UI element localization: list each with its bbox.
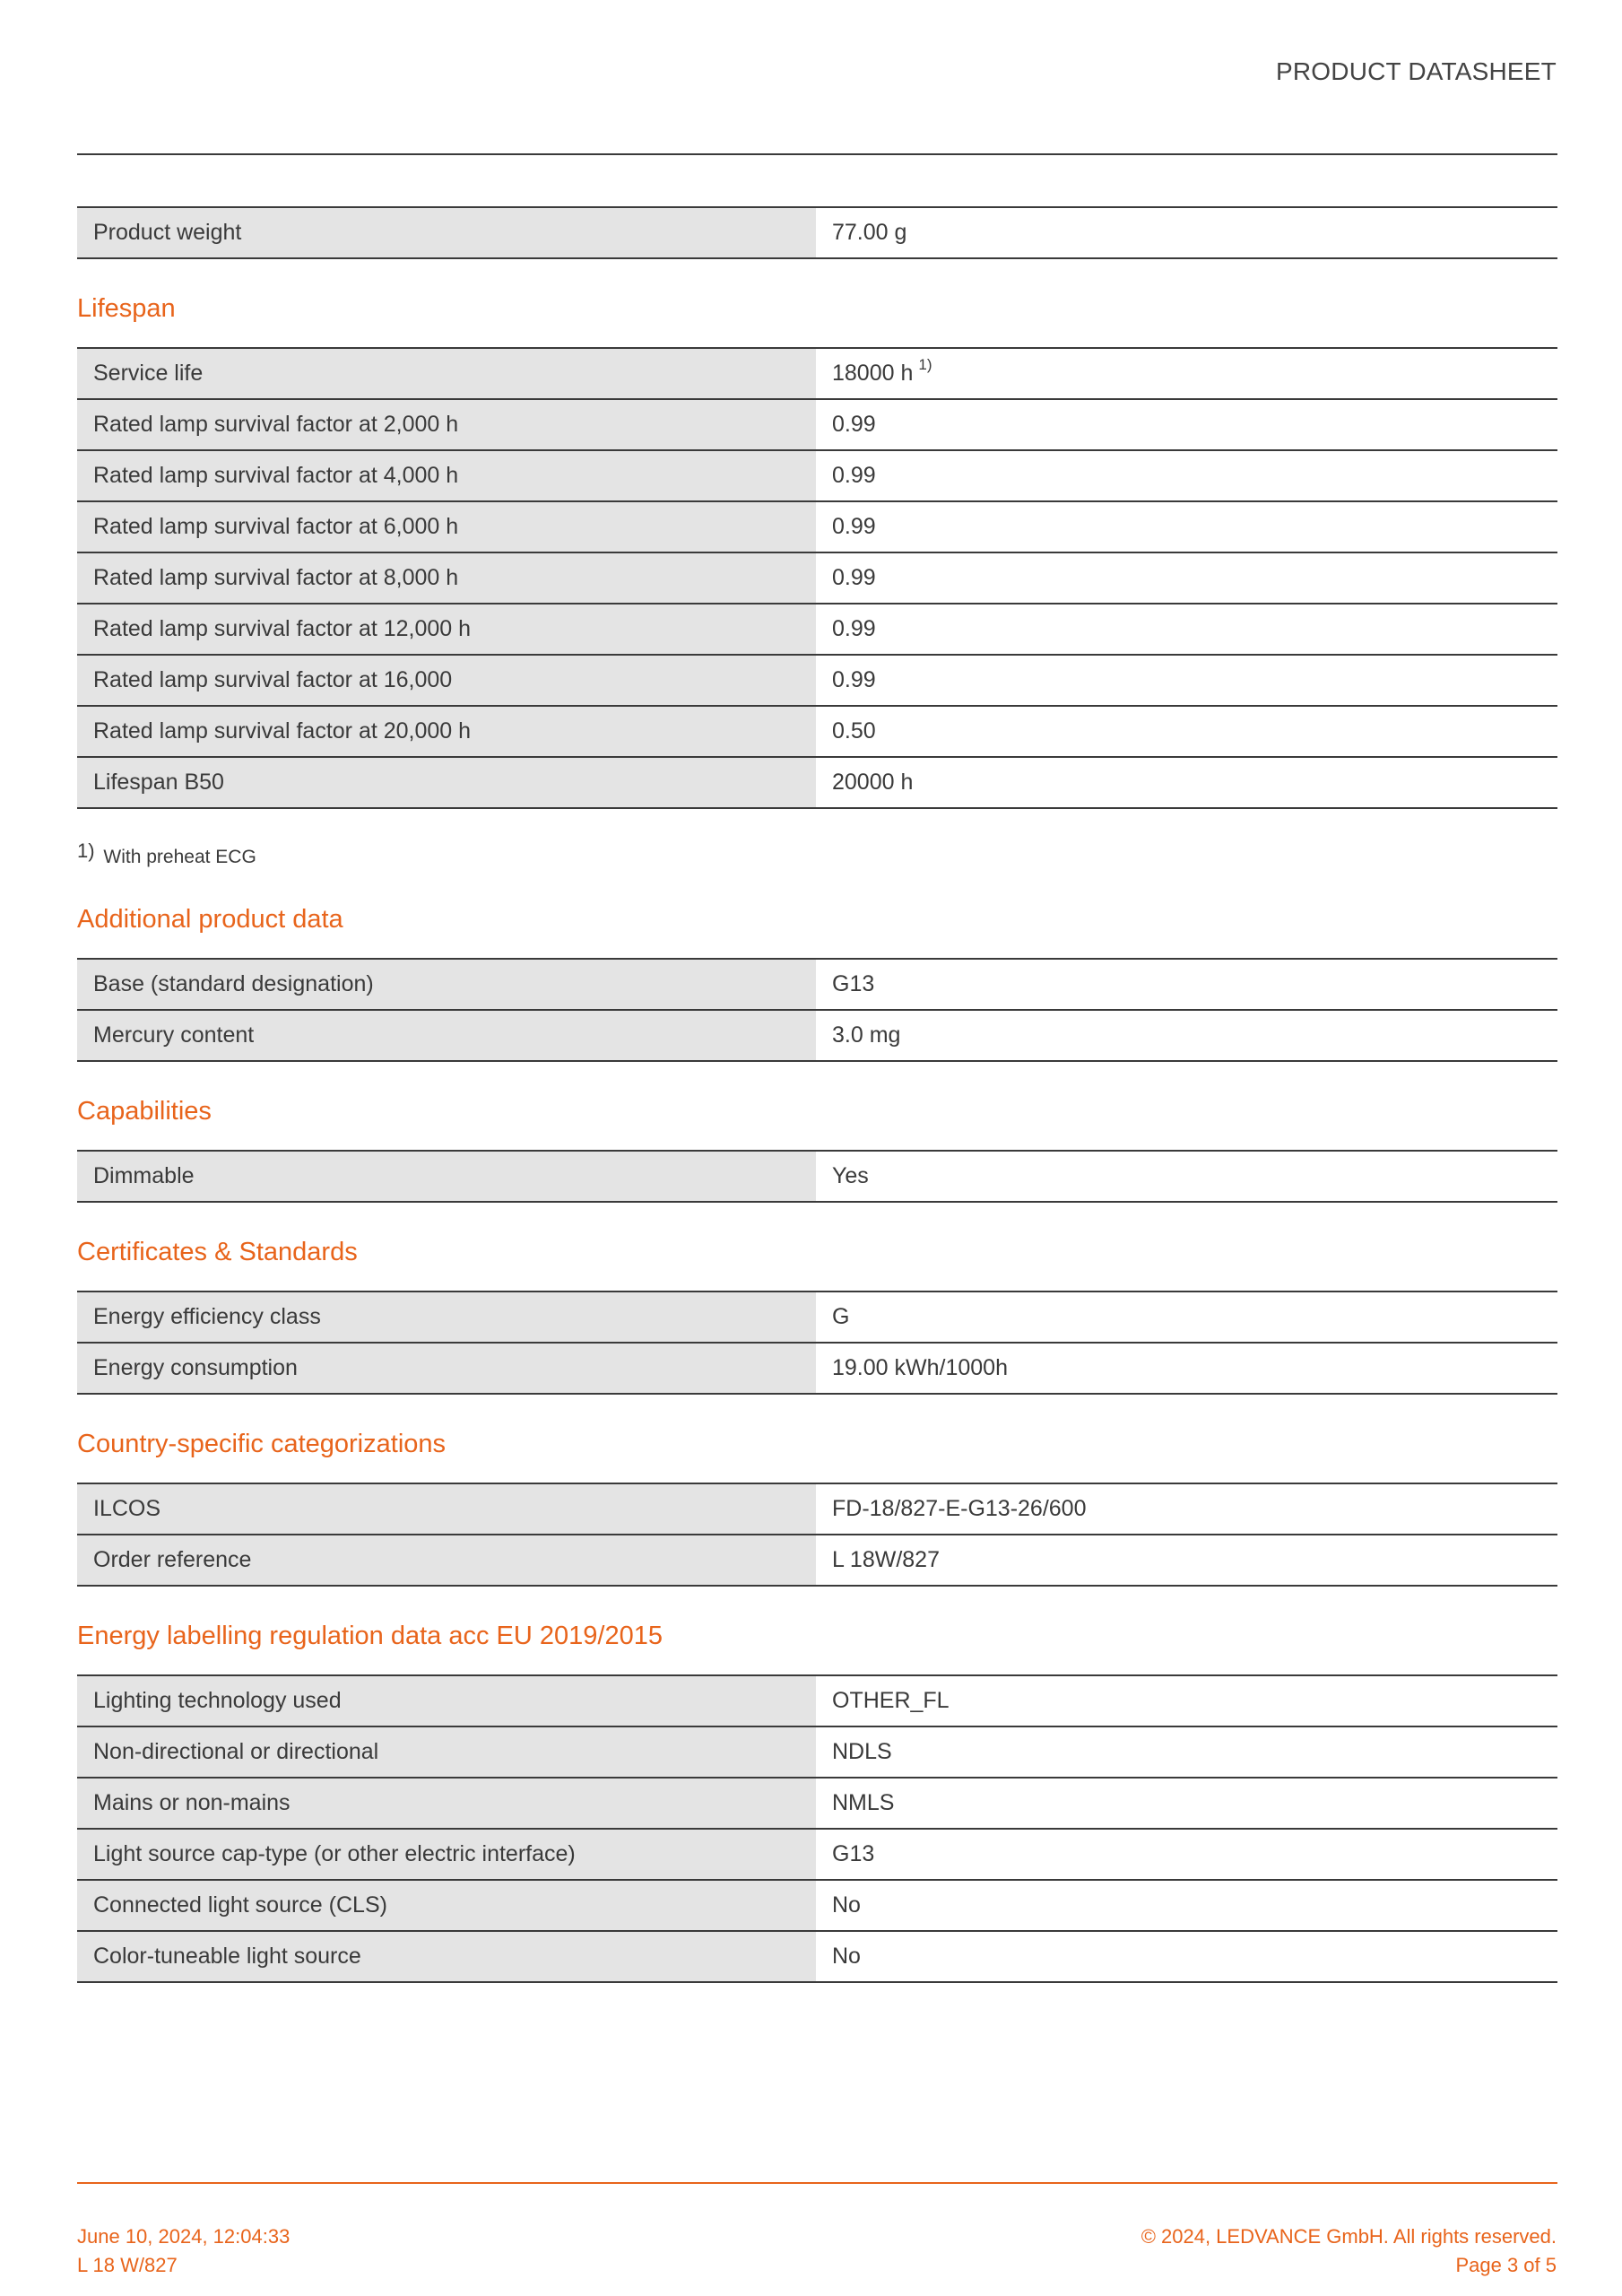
table-row: [77, 758, 1557, 809]
row-value: NDLS: [832, 1739, 892, 1764]
row-value: 77.00 g: [832, 220, 907, 245]
row-value: L 18W/827: [832, 1547, 940, 1572]
table-row: [77, 502, 1557, 553]
row-label: Lighting technology used: [77, 1676, 816, 1726]
table-row: [77, 1011, 1557, 1062]
row-value: 19.00 kWh/1000h: [832, 1355, 1008, 1380]
section-title-certificates: Certificates & Standards: [77, 1238, 358, 1266]
footer-divider: [77, 2182, 1557, 2184]
footnote-reference: 1): [918, 355, 932, 373]
row-value-cell: [816, 349, 1557, 398]
row-label: Rated lamp survival factor at 4,000 h: [77, 451, 816, 500]
table-row: [77, 1676, 1557, 1727]
footer-left: [77, 2222, 290, 2280]
datasheet-content: [77, 206, 1557, 1983]
table-row: [77, 1484, 1557, 1535]
section-title-capabilities: Capabilities: [77, 1097, 212, 1126]
row-value: 0.99: [832, 463, 876, 488]
table-row: [77, 960, 1557, 1011]
page-header-title: PRODUCT DATASHEET: [1276, 57, 1557, 85]
row-value: G13: [832, 1841, 875, 1866]
row-label: Base (standard designation): [77, 960, 816, 1009]
table-row: [77, 553, 1557, 604]
row-value: NMLS: [832, 1790, 895, 1815]
table-row: [77, 349, 1557, 400]
row-value: OTHER_FL: [832, 1688, 950, 1713]
footnote: [77, 839, 1557, 870]
row-value: 18000 h: [832, 361, 914, 386]
product-weight-table: [77, 206, 1557, 259]
row-label: Light source cap-type (or other electric interface): [77, 1830, 816, 1879]
table-row: [77, 707, 1557, 758]
footer-right: [1141, 2222, 1557, 2280]
table-row: [77, 1932, 1557, 1983]
row-value: No: [832, 1892, 861, 1918]
footnote-text: With preheat ECG: [103, 847, 256, 867]
table-row: [77, 1727, 1557, 1779]
section-title-lifespan: Lifespan: [77, 294, 176, 323]
row-label: Service life: [77, 349, 816, 398]
additional-data-table: [77, 958, 1557, 1062]
row-value: 3.0 mg: [832, 1022, 901, 1048]
row-value: 0.99: [832, 565, 876, 590]
row-label: Non-directional or directional: [77, 1727, 816, 1777]
footer-product: L 18 W/827: [77, 2254, 178, 2276]
row-value: FD-18/827-E-G13-26/600: [832, 1496, 1087, 1521]
row-value: No: [832, 1944, 861, 1969]
footer-page-number: Page 3 of 5: [1455, 2254, 1557, 2276]
row-label: Color-tuneable light source: [77, 1932, 816, 1981]
row-value: 0.99: [832, 667, 876, 692]
row-value: 20000 h: [832, 770, 914, 795]
row-value: 0.50: [832, 718, 876, 744]
table-row: [77, 400, 1557, 451]
row-value: 0.99: [832, 514, 876, 539]
lifespan-table: [77, 347, 1557, 809]
country-table: [77, 1483, 1557, 1587]
table-row: [77, 1881, 1557, 1932]
row-label: Energy consumption: [77, 1344, 816, 1393]
row-label: ILCOS: [77, 1484, 816, 1534]
certificates-table: [77, 1291, 1557, 1395]
table-row: [77, 1535, 1557, 1587]
row-value: 0.99: [832, 412, 876, 437]
table-row: [77, 1292, 1557, 1344]
row-label: Rated lamp survival factor at 20,000 h: [77, 707, 816, 756]
footer-copyright: © 2024, LEDVANCE GmbH. All rights reserved.: [1141, 2225, 1557, 2248]
row-label: Rated lamp survival factor at 8,000 h: [77, 553, 816, 603]
row-label: Mercury content: [77, 1011, 816, 1060]
row-label: Rated lamp survival factor at 12,000 h: [77, 604, 816, 654]
footnote-mark: 1): [77, 839, 95, 862]
row-label: Connected light source (CLS): [77, 1881, 816, 1930]
footer-date: June 10, 2024, 12:04:33: [77, 2225, 291, 2248]
table-row: [77, 1344, 1557, 1395]
header-divider: [77, 153, 1557, 155]
capabilities-table: [77, 1150, 1557, 1203]
row-label: Rated lamp survival factor at 16,000: [77, 656, 816, 705]
row-label: Product weight: [77, 208, 816, 257]
row-value: 0.99: [832, 616, 876, 641]
table-row: [77, 208, 1557, 259]
section-title-energy-label: Energy labelling regulation data acc EU 2019/2015: [77, 1622, 663, 1650]
row-value: G13: [832, 971, 875, 996]
energy-label-table: [77, 1674, 1557, 1983]
section-title-country: Country-specific categorizations: [77, 1430, 447, 1458]
table-row: [77, 451, 1557, 502]
table-row: [77, 604, 1557, 656]
row-label: Order reference: [77, 1535, 816, 1585]
table-row: [77, 1152, 1557, 1203]
row-label: Lifespan B50: [77, 758, 816, 807]
row-value: G: [832, 1304, 850, 1329]
row-label: Dimmable: [77, 1152, 816, 1201]
table-row: [77, 656, 1557, 707]
table-row: [77, 1779, 1557, 1830]
row-label: Energy efficiency class: [77, 1292, 816, 1342]
section-title-additional: Additional product data: [77, 905, 343, 934]
row-value: Yes: [832, 1163, 869, 1188]
table-row: [77, 1830, 1557, 1881]
row-label: Rated lamp survival factor at 6,000 h: [77, 502, 816, 552]
row-label: Mains or non-mains: [77, 1779, 816, 1828]
row-label: Rated lamp survival factor at 2,000 h: [77, 400, 816, 449]
